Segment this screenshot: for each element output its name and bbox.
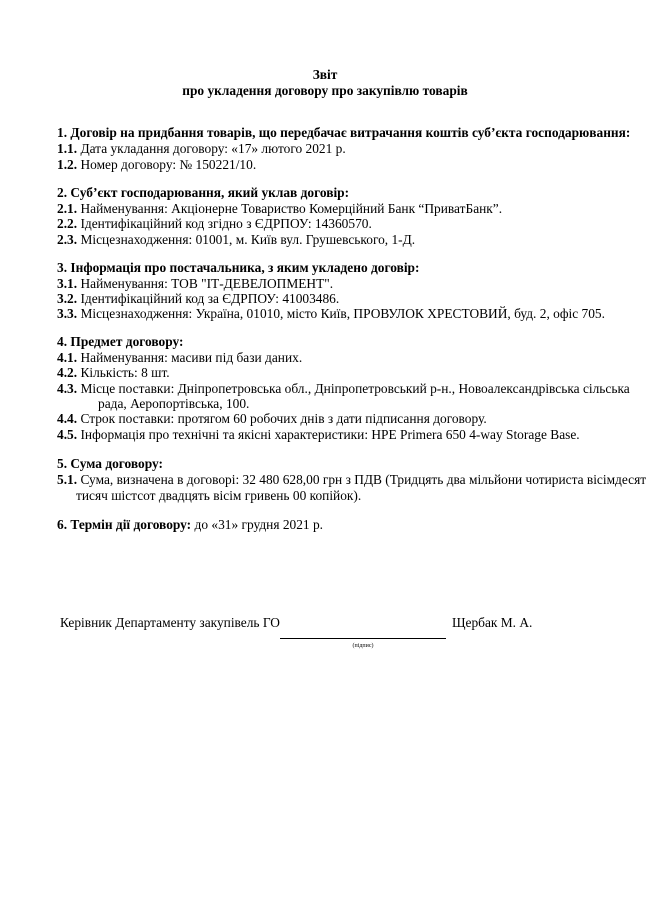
- item-5-1-continuation: тисяч шістсот двадцять вісім гривень 00 копійок).: [76, 488, 362, 503]
- signature-line: [280, 638, 446, 639]
- signatory-name: Щербак М. А.: [452, 615, 533, 630]
- signature-caption: (підпис): [352, 643, 374, 649]
- section-4-heading: 4. Предмет договору:: [57, 334, 184, 349]
- item-3-2: 3.2. Ідентифікаційний код за ЄДРПОУ: 41003486.: [57, 291, 340, 306]
- signatory-position: Керівник Департаменту закупівель ГО: [60, 615, 280, 630]
- item-4-3: 4.3. Місце поставки: Дніпропетровська обл., Дніпропетровський р-н., Новоалександрівська сільська: [57, 381, 630, 396]
- section-1-heading: 1. Договір на придбання товарів, що передбачає витрачання коштів суб’єкта господарювання:: [57, 125, 631, 140]
- document-title: Звіт: [312, 67, 338, 82]
- section-5-heading: 5. Сума договору:: [57, 456, 163, 471]
- item-1-2: 1.2. Номер договору: № 150221/10.: [57, 157, 257, 172]
- item-2-3: 2.3. Місцезнаходження: 01001, м. Київ вул. Грушевського, 1-Д.: [57, 232, 416, 247]
- item-4-2: 4.2. Кількість: 8 шт.: [57, 365, 170, 380]
- item-4-1: 4.1. Найменування: масиви під бази даних.: [57, 350, 303, 365]
- item-4-3-continuation: рада, Аеропортівська, 100.: [98, 396, 250, 411]
- item-3-3: 3.3. Місцезнаходження: Україна, 01010, місто Київ, ПРОВУЛОК ХРЕСТОВИЙ, буд. 2, офіс 705.: [57, 306, 605, 321]
- document-subtitle: про укладення договору про закупівлю товарів: [182, 83, 468, 98]
- item-3-1: 3.1. Найменування: ТОВ "ІТ-ДЕВЕЛОПМЕНТ".: [57, 276, 334, 291]
- item-2-2: 2.2. Ідентифікаційний код згідно з ЄДРПОУ: 14360570.: [57, 216, 372, 231]
- item-4-4: 4.4. Строк поставки: протягом 60 робочих днів з дати підписання договору.: [57, 411, 487, 426]
- section-3-heading: 3. Інформація про постачальника, з яким укладено договір:: [57, 260, 420, 275]
- item-4-5: 4.5. Інформація про технічні та якісні характеристики: HPE Primera 650 4-way Storage Base.: [57, 427, 580, 442]
- term-line: 6. Термін дії договору: до «31» грудня 2021 р.: [57, 517, 324, 532]
- section-2-heading: 2. Суб’єкт господарювання, який уклав договір:: [57, 185, 350, 200]
- item-1-1: 1.1. Дата укладання договору: «17» лютого 2021 р.: [57, 141, 346, 156]
- item-5-1: 5.1. Сума, визначена в договорі: 32 480 628,00 грн з ПДВ (Тридцять два мільйони чотириста вісімдесят: [57, 472, 647, 487]
- item-2-1: 2.1. Найменування: Акціонерне Товариство Комерційний Банк “ПриватБанк”.: [57, 201, 503, 216]
